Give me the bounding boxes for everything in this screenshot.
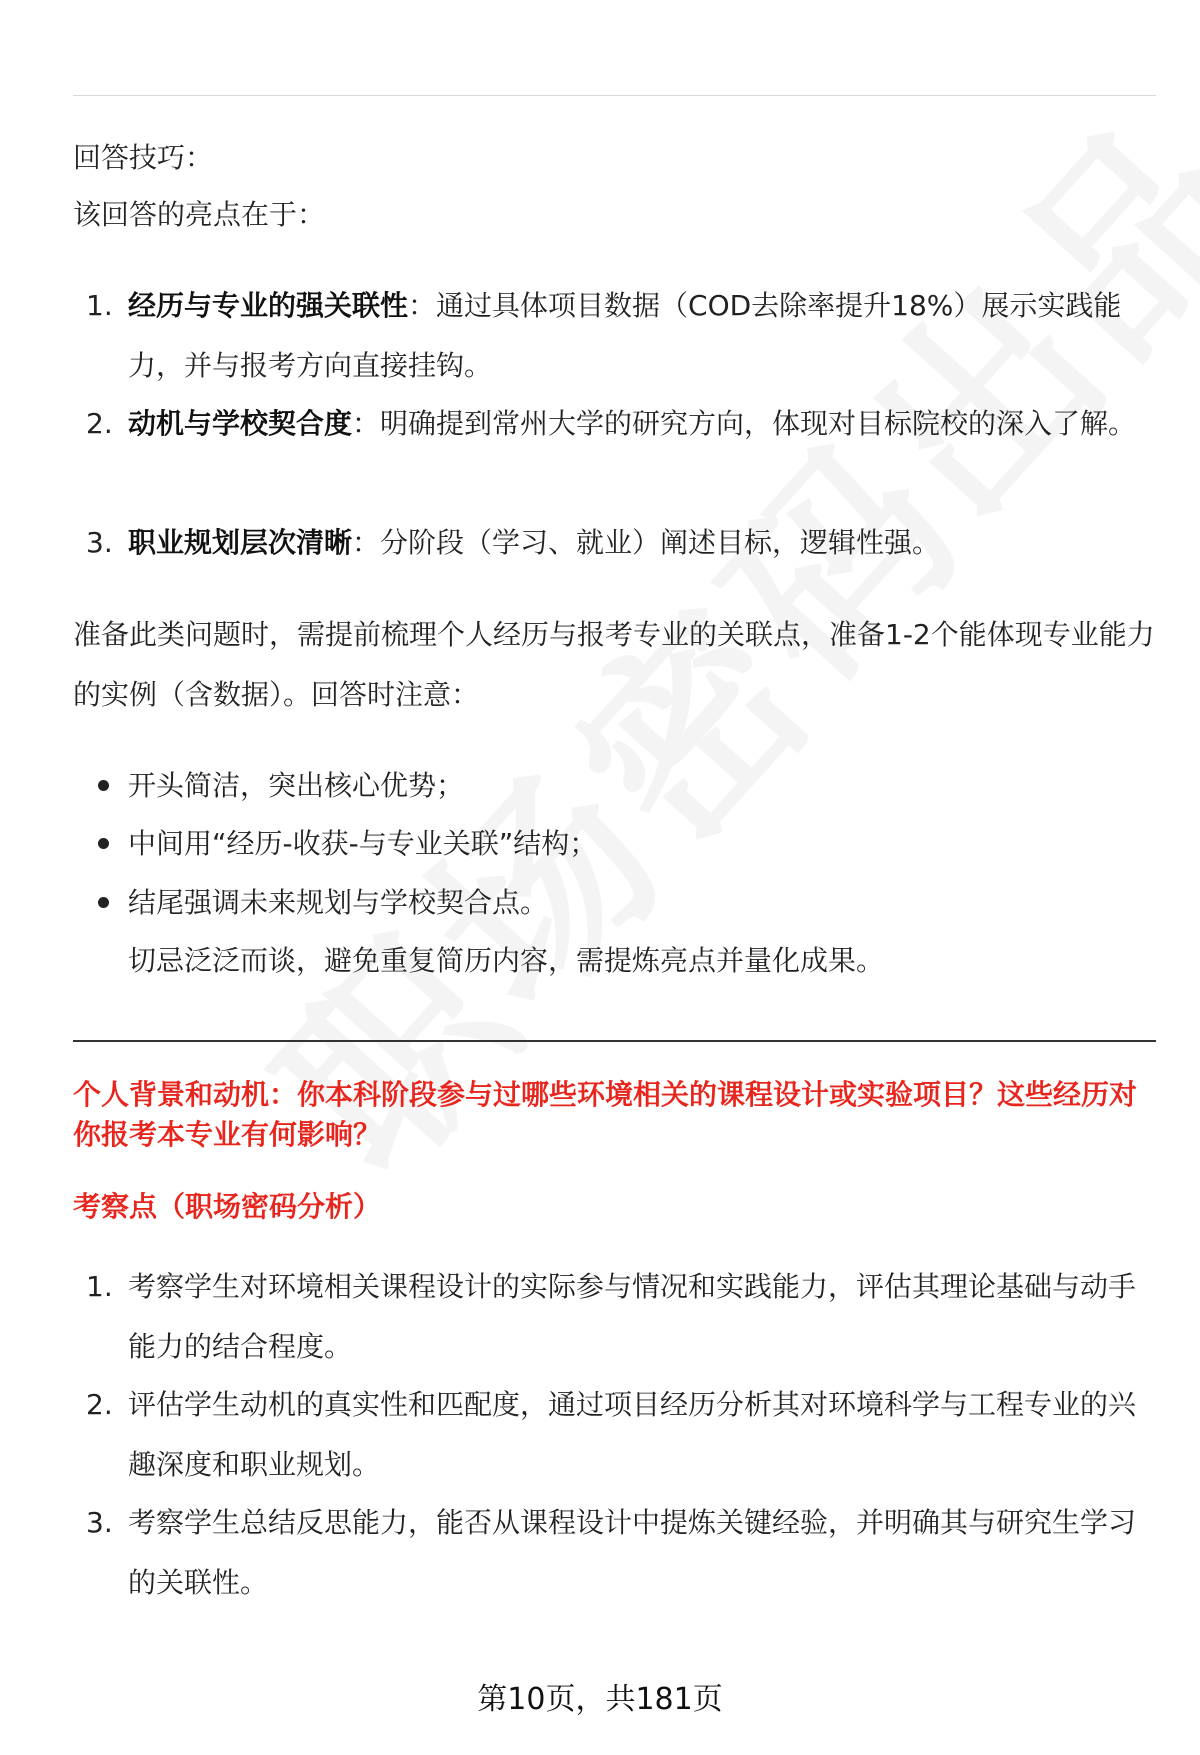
point-text: ：通过具体项目数据（COD去除率提升18%）展示实践能力，并与报考方向直接挂钩。: [128, 289, 1122, 382]
point-title: 职业规划层次清晰: [128, 526, 353, 559]
list-number: 2.: [86, 1388, 113, 1421]
list-item-body: [128, 276, 1158, 396]
prep-paragraph: 准备此类问题时，需提前梳理个人经历与报考专业的关联点，准备1-2个能体现专业能力的实例（含数据）。回答时注意：: [73, 618, 1155, 711]
assessment-title: 考察点（职场密码分析）: [73, 1190, 382, 1223]
point-title: 动机与学校契合度: [128, 407, 353, 440]
closing-text: 切忌泛泛而谈，避免重复简历内容，需提炼亮点并量化成果。: [128, 944, 885, 977]
list-number: 2.: [86, 407, 113, 440]
bullet-dot: [98, 780, 109, 791]
point-title: 经历与专业的强关联性: [128, 289, 409, 322]
bullet-text: 中间用“经历-收获-与专业关联”结构；: [128, 827, 598, 860]
list-number: 1.: [86, 289, 113, 322]
list-number: 3.: [86, 1506, 113, 1539]
bullet-dot: [98, 838, 109, 849]
bullet-text: 结尾强调未来规划与学校契合点。: [128, 886, 549, 919]
question-heading: 个人背景和动机：你本科阶段参与过哪些环境相关的课程设计或实验项目？这些经历对你报考本专业有何影响？: [73, 1078, 1138, 1151]
bullet-dot: [98, 897, 109, 908]
answer-tips-heading: 回答技巧：: [73, 141, 214, 174]
point-text: ：明确提到常州大学的研究方向，体现对目标院校的深入了解。: [352, 407, 1137, 440]
section-divider: [73, 1040, 1156, 1042]
list-item-body: [128, 394, 1158, 454]
list-item-text: 评估学生动机的真实性和匹配度，通过项目经历分析其对环境科学与工程专业的兴趣深度和职业规划。: [128, 1388, 1137, 1481]
list-item-text: 考察学生对环境相关课程设计的实际参与情况和实践能力，评估其理论基础与动手能力的结合程度。: [128, 1270, 1137, 1363]
list-item-body: [128, 513, 1158, 573]
point-text: ：分阶段（学习、就业）阐述目标，逻辑性强。: [352, 526, 941, 559]
page-footer: 第10页，共181页: [477, 1682, 723, 1717]
answer-tips-intro: 该回答的亮点在于：: [73, 198, 326, 231]
bullet-text: 开头简洁，突出核心优势；: [128, 769, 465, 802]
list-item-text: 考察学生总结反思能力，能否从课程设计中提炼关键经验，并明确其与研究生学习的关联性。: [128, 1506, 1137, 1599]
top-divider: [73, 95, 1156, 96]
list-number: 3.: [86, 526, 113, 559]
list-number: 1.: [86, 1270, 113, 1303]
